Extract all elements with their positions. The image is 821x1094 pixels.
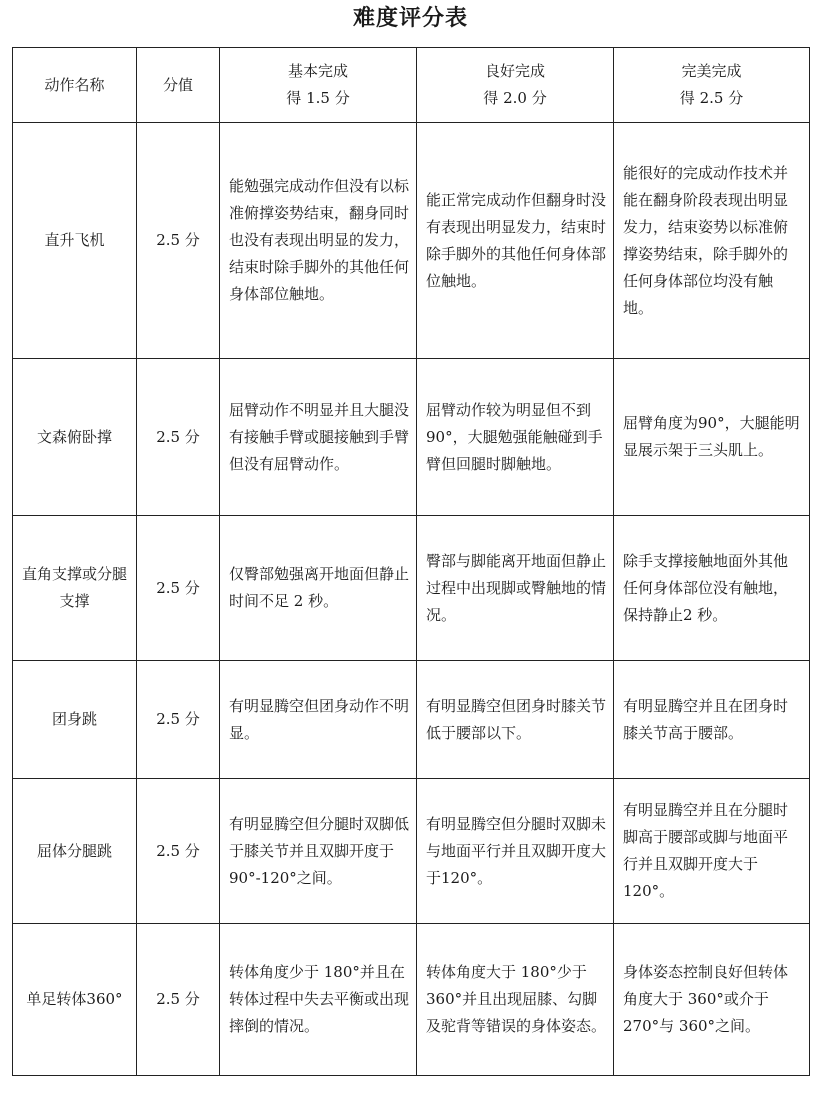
score-cell: 2.5 分 [137,924,220,1076]
table-row [13,779,810,924]
basic-criteria-cell: 转体角度少于 180°并且在转体过程中失去平衡或出现摔倒的情况。 [220,924,417,1076]
table-title: 难度评分表 [352,6,468,31]
score-cell: 2.5 分 [137,661,220,779]
perfect-criteria-cell: 有明显腾空并且在分腿时脚高于腰部或脚与地面平行并且双脚开度大于 120°。 [614,779,810,924]
perfect-criteria-cell: 有明显腾空并且在团身时膝关节高于腰部。 [614,661,810,779]
header-perfect-label: 完美完成 [681,62,742,80]
good-criteria-cell: 能正常完成动作但翻身时没有表现出明显发力，结束时除手脚外的其他任何身体部位触地。 [417,123,614,359]
header-basic-label: 基本完成 [287,62,348,80]
header-good-points: 得 2.0 分 [483,89,547,107]
action-name-cell: 单足转体360° [13,924,137,1076]
table-row [13,123,810,359]
header-perfect-points: 得 2.5 分 [679,89,744,107]
basic-criteria-cell: 有明显腾空但分腿时双脚低于膝关节并且双脚开度于 90°-120°之间。 [220,779,417,924]
header-good-label: 良好完成 [484,62,545,80]
perfect-criteria-cell: 屈臂角度为90°，大腿能明显展示架于三头肌上。 [614,359,810,516]
header-good-completion [417,48,614,123]
score-cell: 2.5 分 [137,123,220,359]
perfect-criteria-cell: 能很好的完成动作技术并能在翻身阶段表现出明显发力，结束姿势以标准俯撑姿势结束，除手脚外的任何身体部位均没有触地。 [614,123,810,359]
header-basic-points: 得 1.5 分 [286,89,350,107]
good-criteria-cell: 臀部与脚能离开地面但静止过程中出现脚或臀触地的情况。 [417,516,614,661]
action-name-cell: 文森俯卧撑 [13,359,137,516]
basic-criteria-cell: 有明显腾空但团身动作不明显。 [220,661,417,779]
perfect-criteria-cell: 身体姿态控制良好但转体角度大于 360°或介于 270°与 360°之间。 [614,924,810,1076]
header-action-name: 动作名称 [13,48,137,123]
action-name-cell: 直升飞机 [13,123,137,359]
difficulty-scoring-table [12,47,810,1076]
score-cell: 2.5 分 [137,779,220,924]
header-row [13,48,810,123]
table-row [13,516,810,661]
header-basic-completion [220,48,417,123]
table-row [13,359,810,516]
good-criteria-cell: 有明显腾空但团身时膝关节低于腰部以下。 [417,661,614,779]
table-row [13,924,810,1076]
header-perfect-completion [614,48,810,123]
header-score: 分值 [137,48,220,123]
action-name-cell: 团身跳 [13,661,137,779]
basic-criteria-cell: 能勉强完成动作但没有以标准俯撑姿势结束，翻身同时也没有表现出明显的发力，结束时除手脚外的其他任何身体部位触地。 [220,123,417,359]
good-criteria-cell: 屈臂动作较为明显但不到90°，大腿勉强能触碰到手臂但回腿时脚触地。 [417,359,614,516]
score-cell: 2.5 分 [137,516,220,661]
perfect-criteria-cell: 除手支撑接触地面外其他任何身体部位没有触地，保持静止2 秒。 [614,516,810,661]
action-name-cell: 屈体分腿跳 [13,779,137,924]
score-cell: 2.5 分 [137,359,220,516]
basic-criteria-cell: 屈臂动作不明显并且大腿没有接触手臂或腿接触到手臂但没有屈臂动作。 [220,359,417,516]
good-criteria-cell: 转体角度大于 180°少于 360°并且出现屈膝、勾脚及驼背等错误的身体姿态。 [417,924,614,1076]
good-criteria-cell: 有明显腾空但分腿时双脚未与地面平行并且双脚开度大于120°。 [417,779,614,924]
table-row [13,661,810,779]
action-name-cell: 直角支撑或分腿支撑 [13,516,137,661]
basic-criteria-cell: 仅臀部勉强离开地面但静止时间不足 2 秒。 [220,516,417,661]
